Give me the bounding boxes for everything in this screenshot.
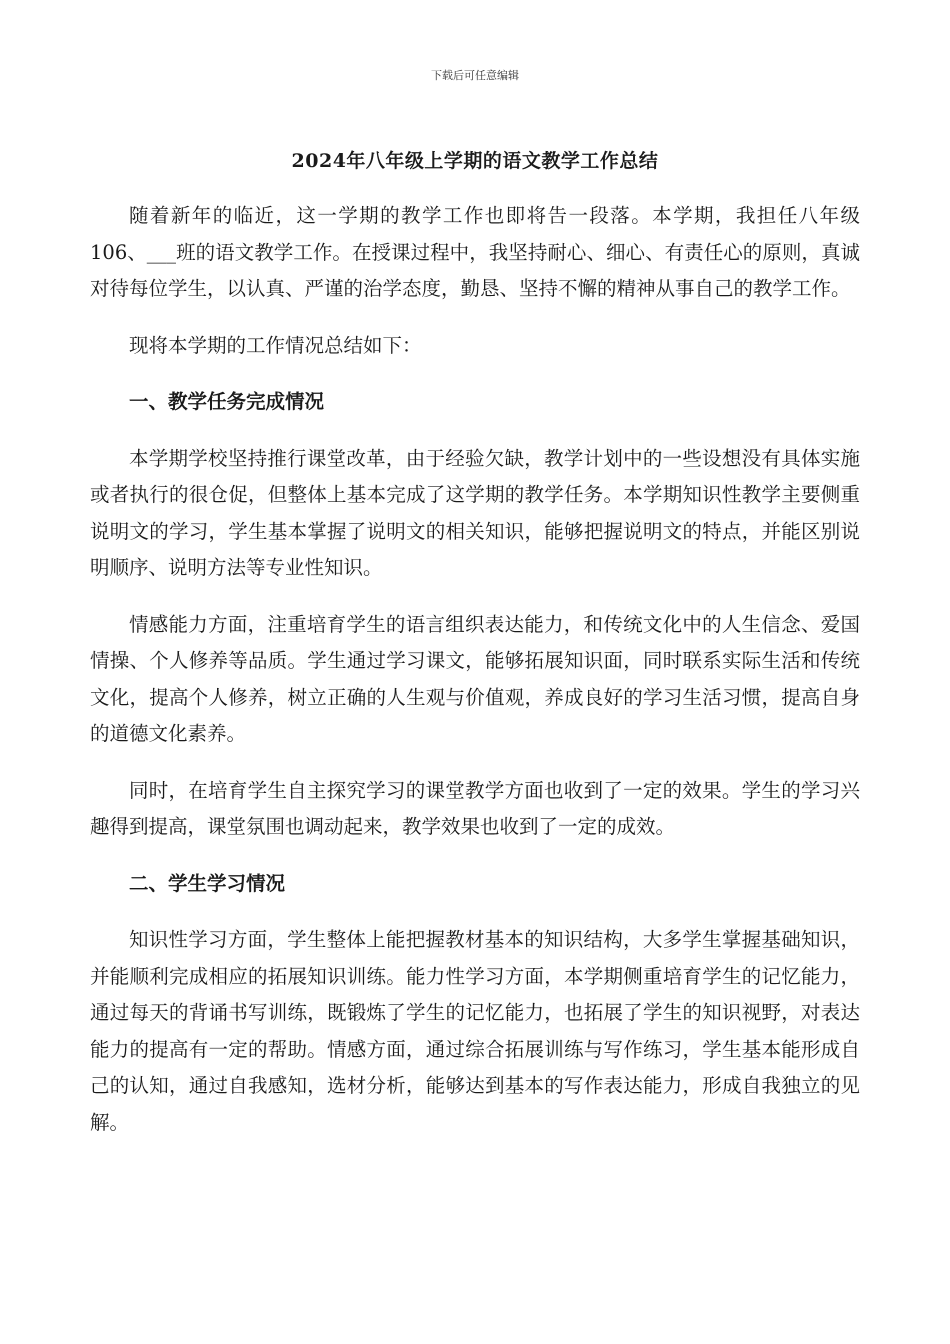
intro-paragraph: 随着新年的临近，这一学期的教学工作也即将告一段落。本学期，我担任八年级106、___班的语文教学工作。在授课过程中，我坚持耐心、细心、有责任心的原则，真诚对待每位学生，以认真、严谨的治学态度，勤恳、坚持不懈的精神从事自己的教学工作。	[90, 204, 860, 300]
teaching-tasks-paragraph: 本学期学校坚持推行课堂改革，由于经验欠缺，教学计划中的一些设想没有具体实施或者执行的很仓促，但整体上基本完成了这学期的教学任务。本学期知识性教学主要侧重说明文的学习，学生基本掌握了说明文的相关知识，能够把握说明文的特点，并能区别说明顺序、说明方法等专业性知识。	[90, 446, 860, 579]
document-title: 2024年八年级上学期的语文教学工作总结	[291, 150, 659, 172]
section-heading-student-learning: 二、学生学习情况	[129, 871, 286, 895]
classroom-effect-paragraph: 同时，在培育学生自主探究学习的课堂教学方面也收到了一定的效果。学生的学习兴趣得到提高，课堂氛围也调动起来，教学效果也收到了一定的成效。	[90, 778, 860, 838]
emotional-ability-paragraph: 情感能力方面，注重培育学生的语言组织表达能力，和传统文化中的人生信念、爱国情操、个人修养等品质。学生通过学习课文，能够拓展知识面，同时联系实际生活和传统文化，提高个人修养，树立正确的人生观与价值观，养成良好的学习生活习惯，提高自身的道德文化素养。	[90, 612, 860, 745]
section-heading-teaching-tasks: 一、教学任务完成情况	[129, 390, 325, 413]
summary-lead-paragraph: 现将本学期的工作情况总结如下：	[129, 333, 422, 357]
header-note: 下载后可任意编辑	[431, 69, 519, 82]
student-learning-paragraph: 知识性学习方面，学生整体上能把握教材基本的知识结构，大多学生掌握基础知识，并能顺利完成相应的拓展知识训练。能力性学习方面，本学期侧重培育学生的记忆能力，通过每天的背诵书写训练，既锻炼了学生的记忆能力，也拓展了学生的知识视野，对表达能力的提高有一定的帮助。情感方面，通过综合拓展训练与写作练习，学生基本能形成自己的认知，通过自我感知，选材分析，能够达到基本的写作表达能力，形成自我独立的见解。	[90, 928, 860, 1134]
document-body	[90, 198, 860, 1161]
